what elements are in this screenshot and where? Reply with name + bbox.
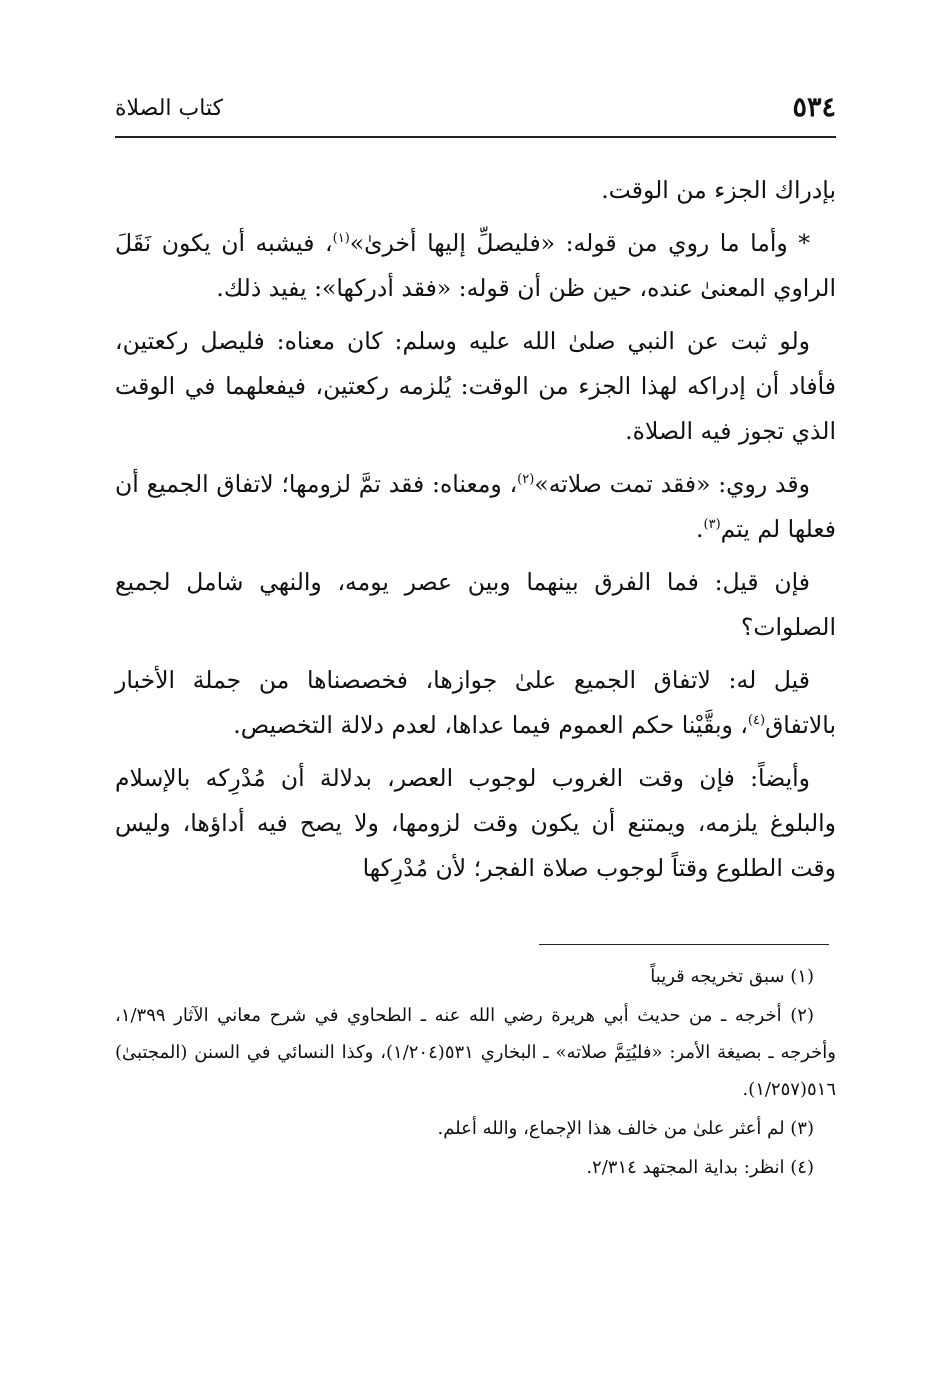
paragraph xyxy=(115,462,836,552)
running-title: كتاب الصلاة xyxy=(115,96,224,121)
footnote-ref: (٤) xyxy=(747,713,766,729)
footnote-divider xyxy=(539,944,829,945)
footnote: (٣) لم أعثر علىٰ من خالف هذا الإجماع، والله أعلم. xyxy=(437,1118,814,1139)
footnotes xyxy=(115,958,836,1188)
paragraph-text: بإدراك الجزء من الوقت. xyxy=(601,176,836,204)
footnote: (٢) أخرجه ـ من حديث أبي هريرة رضي الله عنه ـ الطحاوي في شرح معاني الآثار ١/٣٩٩، وأخرجه ـ بصيغة الأمر: «فليُتِمَّ صلاته» ـ البخاري ٥٣١(١/٢٠٤)، وكذا النسائي في السنن (المجتبىٰ) ٥١٦(١/٢٥٧). xyxy=(115,1005,836,1100)
paragraph xyxy=(115,560,836,650)
paragraph-text: * وأما ما روي من قوله: «فليصلِّ إليها أخرىٰ» xyxy=(349,229,810,257)
page-number: ٥٣٤ xyxy=(792,92,836,123)
footnote-ref: (٣) xyxy=(703,517,721,533)
footnote: (٤) انظر: بداية المجتهد ٢/٣١٤. xyxy=(586,1157,814,1178)
paragraph-text: فإن قيل: فما الفرق بينهما وبين عصر يومه، والنهي شامل لجميع الصلوات؟ xyxy=(115,568,836,641)
paragraph-text: ولو ثبت عن النبي صلىٰ الله عليه وسلم: كان معناه: فليصل ركعتين، فأفاد أن إدراكه لهذا الجزء من الوقت: يُلزمه ركعتين، فيفعلهما في الوقت الذي تجوز فيه الصلاة. xyxy=(115,327,836,445)
paragraph-text: ، ومعناه: فقد تمَّ لزومها؛ لاتفاق الجميع أن فعلها لم يتم xyxy=(115,470,836,543)
footnote-ref: (١) xyxy=(332,231,350,247)
paragraph-text: ، فيشبه أن يكون نَقَلَ الراوي المعنىٰ عنده، حين ظن أن قوله: «فقد أدركها»: يفيد ذلك. xyxy=(115,229,836,302)
footnote-ref: (٢) xyxy=(517,472,535,488)
paragraph xyxy=(115,221,836,311)
footnote: (١) سبق تخريجه قريباً xyxy=(650,966,814,987)
main-text xyxy=(115,168,836,899)
paragraph-text: . xyxy=(696,515,704,543)
paragraph xyxy=(115,658,836,748)
paragraph xyxy=(115,319,836,454)
paragraph-text: قيل له: لاتفاق الجميع علىٰ جوازها، فخصصناها من جملة الأخبار بالاتفاق xyxy=(115,666,836,739)
page-header xyxy=(115,92,836,138)
paragraph xyxy=(115,756,836,891)
paragraph-text: ، وبقَّيْنا حكم العموم فيما عداها، لعدم دلالة التخصيص. xyxy=(233,711,748,739)
paragraph-text: وقد روي: «فقد تمت صلاته» xyxy=(534,470,810,498)
paragraph-text: وأيضاً: فإن وقت الغروب لوجوب العصر، بدلالة أن مُدْرِكه بالإسلام والبلوغ يلزمه، ويمتنع أن يكون وقت لزومها، ولا يصح فيه أداؤها، وليس وقت الطلوع وقتاً لوجوب صلاة الفجر؛ لأن مُدْرِكها xyxy=(115,764,836,882)
paragraph xyxy=(115,168,836,213)
